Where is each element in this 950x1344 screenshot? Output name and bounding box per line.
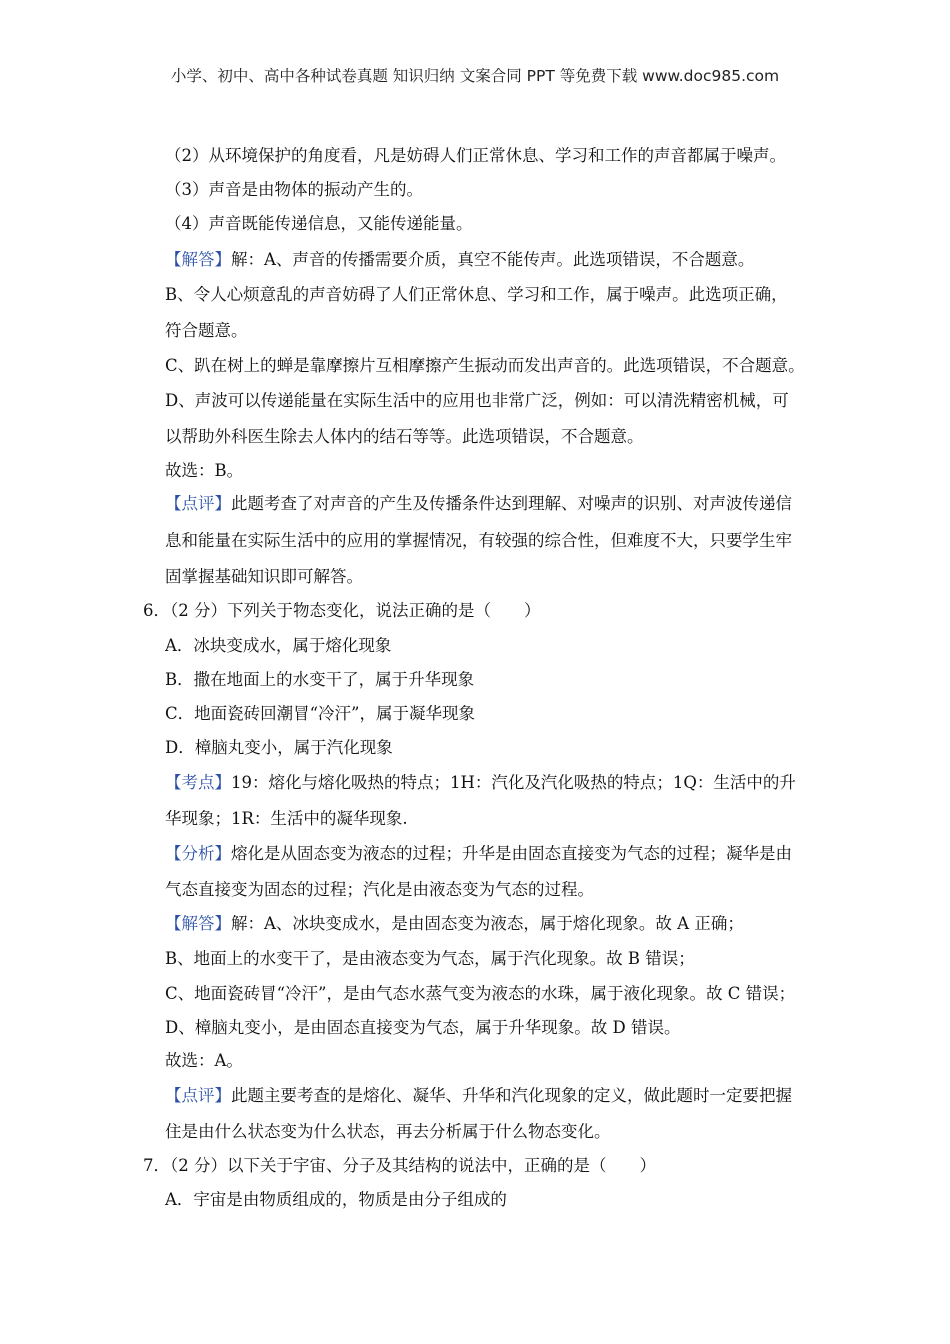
q7-number: 7． <box>143 1156 170 1175</box>
q6-comment-line1 <box>165 1085 792 1107</box>
q5-answer-c: C、趴在树上的蝉是靠摩擦片互相摩擦产生振动而发出声音的。此选项错误，不合题意。 <box>165 356 805 375</box>
q5-answer-a <box>165 249 754 271</box>
q6-choice: 故选：A。 <box>165 1051 243 1070</box>
q6-answer-d: D、樟脑丸变小，是由固态直接变为气态，属于升华现象。故 D 错误。 <box>165 1018 681 1037</box>
q5-comment-line1 <box>165 493 792 515</box>
q5-answer-d-line1: D、声波可以传递能量在实际生活中的应用也非常广泛，例如：可以清洗精密机械，可 <box>165 391 789 410</box>
q7-option-a: A．宇宙是由物质组成的，物质是由分子组成的 <box>165 1190 507 1209</box>
q6-option-c: C．地面瓷砖回潮冒“冷汗”，属于凝华现象 <box>165 704 475 723</box>
q5-answer-b-line2: 符合题意。 <box>165 321 248 340</box>
q6-option-d: D．樟脑丸变小，属于汽化现象 <box>165 738 393 757</box>
q5-point-3: （3）声音是由物体的振动产生的。 <box>165 180 423 199</box>
q6-comment-text: 此题主要考查的是熔化、凝华、升华和汽化现象的定义，做此题时一定要把握 <box>231 1086 792 1105</box>
q6-answer-c: C、地面瓷砖冒“冷汗”，是由气态水蒸气变为液态的水珠，属于液化现象。故 C 错误； <box>165 984 796 1003</box>
q6-fenxi-line2: 气态直接变为固态的过程；汽化是由液态变为气态的过程。 <box>165 880 594 899</box>
q7-stem <box>143 1155 656 1177</box>
answer-tag: 【解答】 <box>165 250 231 269</box>
q6-stem <box>143 600 541 622</box>
q5-comment-line3: 固掌握基础知识即可解答。 <box>165 567 363 586</box>
q5-comment-text: 此题考查了对声音的产生及传播条件达到理解、对噪声的识别、对声波传递信 <box>231 494 792 513</box>
q6-stem-text: （2 分）下列关于物态变化，说法正确的是（ ） <box>170 601 541 620</box>
q6-answer-b: B、地面上的水变干了，是由液态变为气态，属于汽化现象。故 B 错误； <box>165 949 695 968</box>
q6-option-a: A．冰块变成水，属于熔化现象 <box>165 636 392 655</box>
q6-answer-a-text: 解：A、冰块变成水，是由固态变为液态，属于熔化现象。故 A 正确； <box>231 914 744 933</box>
q5-choice: 故选：B。 <box>165 461 244 480</box>
q6-answer-a <box>165 913 744 935</box>
q5-answer-a-text: 解：A、声音的传播需要介质，真空不能传声。此选项错误，不合题意。 <box>231 250 755 269</box>
answer-tag: 【解答】 <box>165 914 231 933</box>
q6-number: 6． <box>143 601 170 620</box>
q7-stem-text: （2 分）以下关于宇宙、分子及其结构的说法中，正确的是（ ） <box>170 1156 656 1175</box>
q6-comment-line2: 住是由什么状态变为什么状态，再去分析属于什么物态变化。 <box>165 1122 611 1141</box>
q6-fenxi-line1 <box>165 843 792 865</box>
q6-kaodian-text: 19：熔化与熔化吸热的特点；1H：汽化及汽化吸热的特点；1Q：生活中的升 <box>231 773 796 792</box>
q5-answer-b-line1: B、令人心烦意乱的声音妨碍了人们正常休息、学习和工作，属于噪声。此选项正确， <box>165 285 788 304</box>
q5-point-2: （2）从环境保护的角度看，凡是妨碍人们正常休息、学习和工作的声音都属于噪声。 <box>165 146 786 165</box>
q6-kaodian-line1 <box>165 772 796 794</box>
comment-tag: 【点评】 <box>165 1086 231 1105</box>
q6-option-b: B．撒在地面上的水变干了，属于升华现象 <box>165 670 475 689</box>
q5-comment-line2: 息和能量在实际生活中的应用的掌握情况，有较强的综合性，但难度不大，只要学生牢 <box>165 531 792 550</box>
fenxi-tag: 【分析】 <box>165 844 231 863</box>
q5-point-4: （4）声音既能传递信息，又能传递能量。 <box>165 214 473 233</box>
q6-fenxi-text: 熔化是从固态变为液态的过程；升华是由固态直接变为气态的过程；凝华是由 <box>231 844 792 863</box>
q6-kaodian-line2: 华现象；1R：生活中的凝华现象. <box>165 809 408 828</box>
q5-answer-d-line2: 以帮助外科医生除去人体内的结石等等。此选项错误，不合题意。 <box>165 427 644 446</box>
kaodian-tag: 【考点】 <box>165 773 231 792</box>
comment-tag: 【点评】 <box>165 494 231 513</box>
page-header: 小学、初中、高中各种试卷真题 知识归纳 文案合同 PPT 等免费下载 www.doc985.com <box>170 67 780 85</box>
